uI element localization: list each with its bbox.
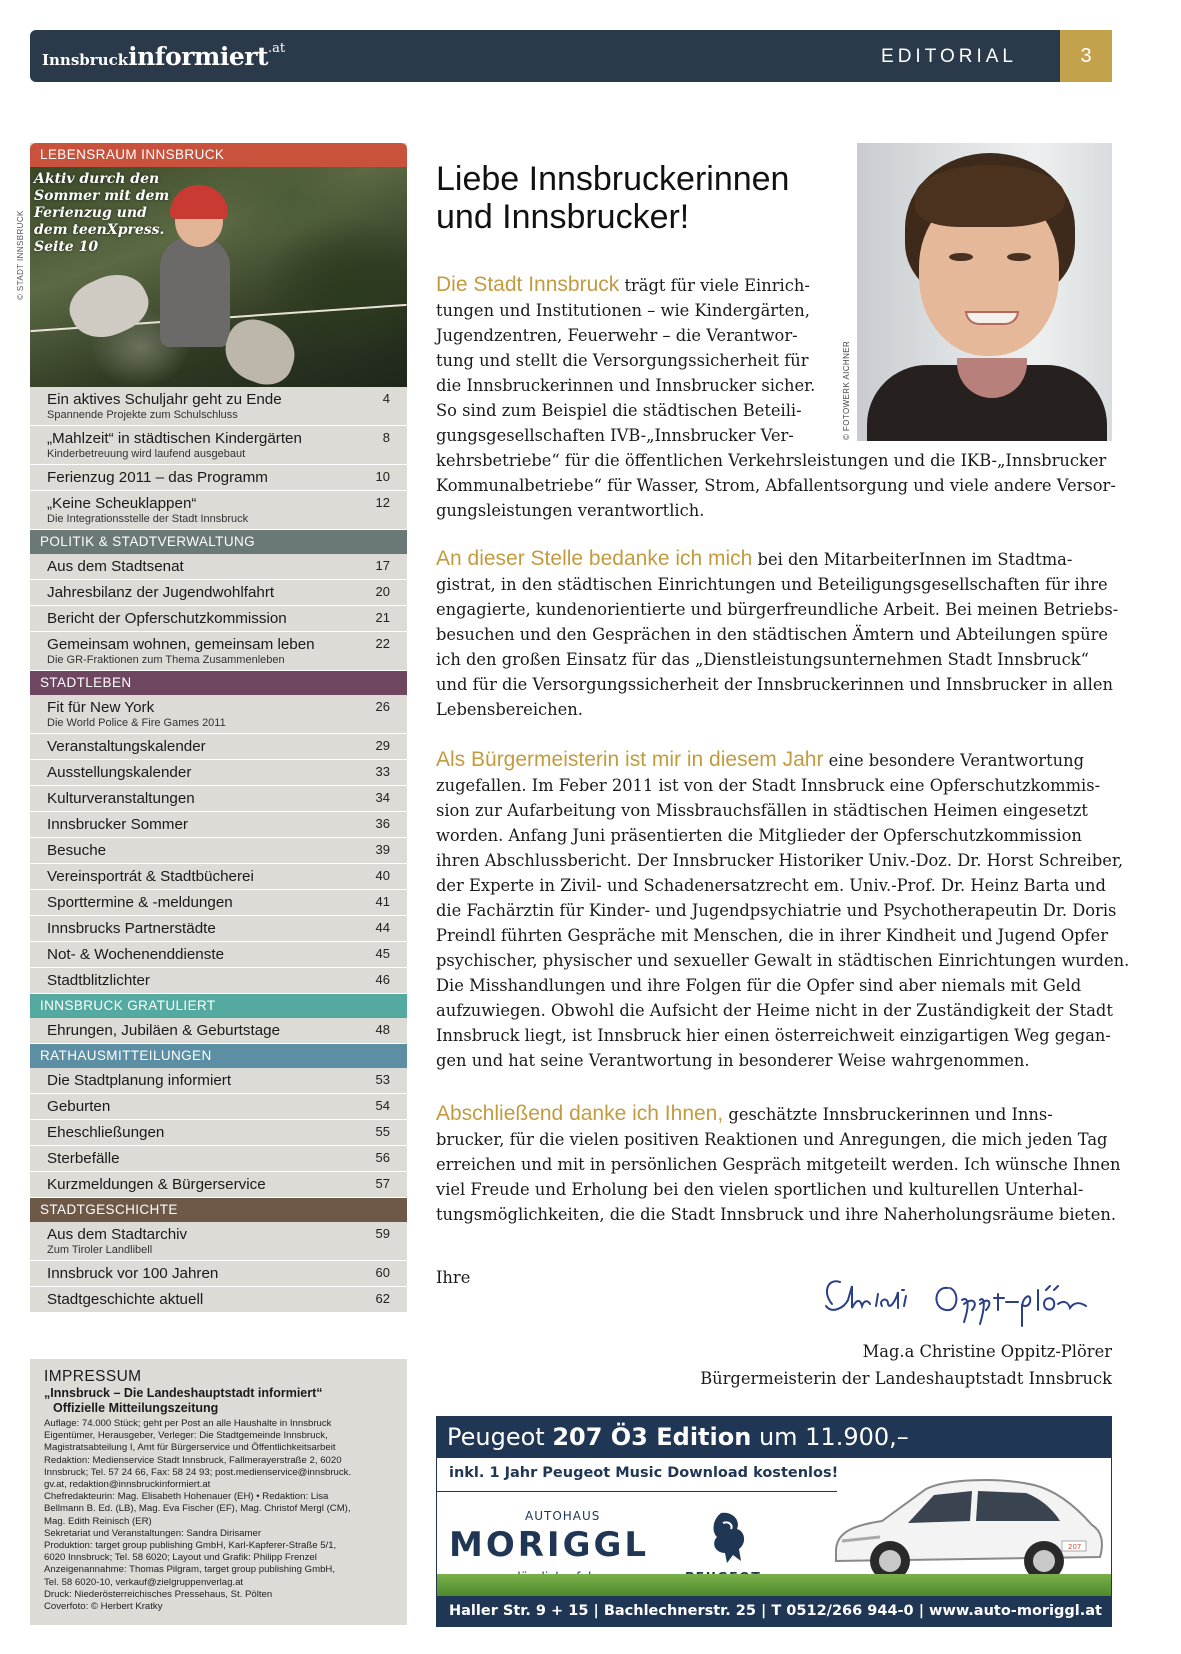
toc-entry <box>30 1094 407 1120</box>
section-title: EDITORIAL <box>881 46 1017 67</box>
caption-line: Seite 10 <box>34 239 99 255</box>
toc-entry-title: Vereinsportrát & Stadtbücherei <box>47 868 254 885</box>
headline-line: und Innsbrucker! <box>436 198 690 236</box>
photo-helmet <box>170 185 228 219</box>
toc-entry-page: 39 <box>375 842 390 857</box>
paragraph-line: brucker, für die vielen positiven Reaktionen und Anregungen, die mich jeden Tag <box>436 1130 1108 1149</box>
caption-line: Aktiv durch den <box>34 171 160 187</box>
toc-entry <box>30 1068 407 1094</box>
toc-entry-page: 45 <box>375 946 390 961</box>
impressum-line: Redaktion: Medienservice Stadt Innsbruck, Fallmerayerstraße 2, 6020 <box>44 1454 342 1466</box>
impressum-line: Mag. Edith Reinisch (ER) <box>44 1515 152 1527</box>
paragraph-line: tungsmöglichkeiten, die die Stadt Innsbruck und ihre Naherholungsräume bieten. <box>436 1205 1117 1224</box>
ad-offer-pre: Peugeot <box>447 1423 553 1451</box>
toc-entry-page: 62 <box>375 1291 390 1306</box>
paragraph-line: aufzuwiegen. Obwohl die Aufsicht der Heime nicht in der Zuständigkeit der Stadt <box>436 1001 1113 1020</box>
ad-offer-price: um 11.900,– <box>751 1423 909 1451</box>
cover-photo-caption <box>34 171 169 256</box>
toc-entry-page: 55 <box>375 1124 390 1139</box>
paragraph-line: psychischer, physischer und sexueller Gewalt in städtischen Einrichtungen wurden. <box>436 951 1130 970</box>
ad-autohaus: AUTOHAUS <box>525 1509 601 1523</box>
toc-entry-page: 40 <box>375 868 390 883</box>
car-badge: 207 <box>1068 1543 1082 1551</box>
toc-entry-title: Aus dem Stadtarchiv <box>47 1226 188 1243</box>
toc-entry <box>30 465 407 491</box>
toc-entry-subtitle: Die World Police & Fire Games 2011 <box>47 717 226 729</box>
toc-entry-page: 22 <box>375 636 390 651</box>
paragraph-line: engagierte, kundenorientierte und bürgerfreundliche Arbeit. Bei meinen Betriebs- <box>436 600 1119 619</box>
logo-small: Innsbruck <box>42 51 129 69</box>
paragraph-line: viel Freude und Erholung bei den vielen sportlichen und kulturellen Unterhal- <box>436 1180 1084 1199</box>
impressum-lines <box>44 1418 395 1613</box>
portrait-credit: © FOTOWERK AICHNER <box>842 340 851 440</box>
toc-entry-title: Innsbrucker Sommer <box>47 816 188 833</box>
signer-title: Bürgermeisterin der Landeshauptstadt Innsbruck <box>700 1369 1112 1388</box>
toc-entry <box>30 838 407 864</box>
portrait-eye <box>949 253 973 261</box>
paragraph-line <box>436 546 1118 572</box>
cover-photo <box>30 167 407 387</box>
greeting: Ihre <box>436 1268 471 1287</box>
impressum-title: IMPRESSUM <box>44 1368 142 1385</box>
toc-entry <box>30 491 407 530</box>
toc-entry <box>30 734 407 760</box>
toc-entry-title: Stadtblitzlichter <box>47 972 150 989</box>
toc-section-header: INNSBRUCK GRATULIERT <box>30 994 407 1018</box>
toc-entry-page: 21 <box>375 610 390 625</box>
paragraph-lead: Als Bürgermeisterin ist mir in diesem Jahr <box>436 748 824 771</box>
toc-entry-title: Aus dem Stadtsenat <box>47 558 184 575</box>
toc-entry-title: Geburten <box>47 1098 111 1115</box>
signature-image <box>818 1270 1108 1330</box>
editorial-paragraph <box>436 272 1116 523</box>
toc-entry-page: 12 <box>375 495 390 510</box>
toc-entry-page: 46 <box>375 972 390 987</box>
paragraph-line: Preindl führten Gespräche mit Menschen, die in ihrer Kindheit und Jugend Opfer <box>436 926 1109 945</box>
toc-entry <box>30 695 407 734</box>
toc-entry-title: Innsbrucks Partnerstädte <box>47 920 216 937</box>
paragraph-line: Kommunalbetriebe“ für Wasser, Strom, Abfallentsorgung und viele andere Versor- <box>436 476 1116 495</box>
toc-entry <box>30 1261 407 1287</box>
paragraph-first: eine besondere Verantwortung <box>828 751 1085 770</box>
toc-entry-page: 20 <box>375 584 390 599</box>
toc-entry-title: Besuche <box>47 842 107 859</box>
paragraph-first: geschätzte Innsbruckerinnen und Inns- <box>728 1105 1053 1124</box>
toc-entry-page: 26 <box>375 699 390 714</box>
headline-line: Liebe Innsbruckerinnen <box>436 160 790 198</box>
logo-big: informiert <box>128 42 268 71</box>
toc-entry-page: 44 <box>375 920 390 935</box>
toc-entry <box>30 1222 407 1261</box>
paragraph-line <box>436 272 1116 298</box>
impressum <box>30 1359 407 1625</box>
editorial-paragraph <box>436 747 1129 1073</box>
toc-entry-title: Jahresbilanz der Jugendwohlfahrt <box>47 584 275 601</box>
paragraph-line: der Experte in Zivil- und Schadenersatzrecht em. Univ.-Prof. Dr. Heinz Barta und <box>436 876 1106 895</box>
paragraph-line: und für die Versorgungssicherheit der Innsbruckerinnen und Innsbrucker in allen <box>436 675 1113 694</box>
toc-section-header: POLITIK & STADTVERWALTUNG <box>30 530 407 554</box>
paragraph-line: die Innsbruckerinnen und Innsbrucker sicher. <box>436 376 816 395</box>
impressum-line: Auflage: 74.000 Stück; geht per Post an alle Haushalte in Innsbruck <box>44 1418 332 1429</box>
portrait-eye <box>1007 253 1031 261</box>
paragraph-line: So sind zum Beispiel die städtischen Beteili- <box>436 401 802 420</box>
paragraph-line: gistrat, in den städtischen Einrichtungen und Beteiligungsgesellschaften für ihre <box>436 575 1108 594</box>
editorial-paragraph <box>436 1101 1120 1227</box>
toc-entry <box>30 968 407 994</box>
toc-entry-page: 53 <box>375 1072 390 1087</box>
toc-entry-title: Fit für New York <box>47 699 155 716</box>
toc-entry-page: 29 <box>375 738 390 753</box>
toc-entry-title: Eheschließungen <box>47 1124 165 1141</box>
toc-entry <box>30 632 407 671</box>
toc-entry-title: Kulturveranstaltungen <box>47 790 195 807</box>
paragraph-line: tung und stellt die Versorgungssicherheit für <box>436 351 809 370</box>
toc-entry-title: „Mahlzeit“ in städtischen Kindergärten <box>47 430 302 447</box>
paragraph-first: trägt für viele Einrich- <box>624 276 810 295</box>
toc-entry-page: 33 <box>375 764 390 779</box>
impressum-line: Eigentümer, Herausgeber, Verleger: Die Stadtgemeinde Innsbruck, <box>44 1430 328 1442</box>
ad-offer-model: 207 Ö3 Edition <box>552 1423 752 1451</box>
toc-entry-title: Die Stadtplanung informiert <box>47 1072 232 1089</box>
toc-entry-page: 41 <box>375 894 390 909</box>
impressum-line: gv.at, redaktion@innsbruckinformiert.at <box>44 1479 211 1491</box>
paragraph-line <box>436 747 1129 773</box>
paragraph-line: Jugendzentren, Feuerwehr – die Verantwor- <box>436 326 798 345</box>
toc-entry <box>30 387 407 426</box>
impressum-line: Coverfoto: © Herbert Kratky <box>44 1601 163 1613</box>
toc-entry-page: 34 <box>375 790 390 805</box>
signer-name: Mag.a Christine Oppitz-Plörer <box>862 1342 1112 1361</box>
paragraph-line: besuchen und den Gesprächen in den städtischen Ämtern und Abteilungen spüre <box>436 625 1109 644</box>
peugeot-lion-icon <box>707 1509 751 1565</box>
toc-entry <box>30 1287 407 1313</box>
magazine-logo <box>42 42 285 71</box>
toc-entry-title: Ehrungen, Jubiläen & Geburtstage <box>47 1022 281 1039</box>
toc-entry-title: Not- & Wochenenddienste <box>47 946 225 963</box>
toc-entry-subtitle: Zum Tiroler Landlibell <box>47 1244 153 1256</box>
toc-section-header: STADTLEBEN <box>30 671 407 695</box>
toc-entry <box>30 786 407 812</box>
toc-entry-subtitle: Die Integrationsstelle der Stadt Innsbruck <box>47 513 249 525</box>
toc-entry-page: 36 <box>375 816 390 831</box>
paragraph-line: sion zur Aufarbeitung von Missbrauchsfällen in städtischen Heimen eingesetzt <box>436 801 1088 820</box>
paragraph-line: gungsleistungen verantwortlich. <box>436 501 705 520</box>
ad-grass <box>437 1574 1112 1596</box>
logo-sup: .at <box>267 41 286 56</box>
paragraph-lead: An dieser Stelle bedanke ich mich <box>436 547 753 570</box>
toc-entry-title: Ein aktives Schuljahr geht zu Ende <box>47 391 282 408</box>
editorial-paragraph <box>436 546 1118 722</box>
ad-subline: inkl. 1 Jahr Peugeot Music Download kostenlos! <box>449 1465 839 1481</box>
toc-entry <box>30 606 407 632</box>
impressum-line: Anzeigenannahme: Thomas Pilgram, target group publishing GmbH, <box>44 1564 335 1576</box>
paragraph-line: Innsbruck liegt, ist Innsbruck hier einen österreichweit einzigartigen Weg gegan- <box>436 1026 1111 1045</box>
car-image <box>822 1467 1107 1587</box>
ad-divider <box>437 1491 837 1492</box>
toc-entry-page: 4 <box>382 391 390 406</box>
impressum-line: Bellmann B. Ed. (LB), Mag. Eva Fischer (EF), Mag. Christof Mergl (CM), <box>44 1503 351 1515</box>
toc-section-header: LEBENSRAUM INNSBRUCK <box>30 143 407 167</box>
paragraph-line: kehrsbetriebe“ für die öffentlichen Verkehrsleistungen und die IKB-„Innsbrucker <box>436 451 1107 470</box>
photo-child-body <box>160 237 230 347</box>
page-number: 3 <box>1060 30 1112 82</box>
toc-section-header: STADTGESCHICHTE <box>30 1198 407 1222</box>
ad-offer-banner <box>437 1417 1111 1458</box>
caption-line: Sommer mit dem <box>34 188 170 204</box>
toc-entry <box>30 1172 407 1198</box>
editorial-headline <box>436 160 789 236</box>
toc-entry-page: 60 <box>375 1265 390 1280</box>
paragraph-line: ihren Abschlussbericht. Der Innsbrucker Historiker Univ.-Doz. Dr. Horst Schreiber, <box>436 851 1124 870</box>
paragraph-lead: Die Stadt Innsbruck <box>436 273 620 296</box>
caption-line: Ferienzug und <box>34 205 147 221</box>
toc-entry-subtitle: Die GR-Fraktionen zum Thema Zusammenleben <box>47 654 285 666</box>
toc-entry-title: Veranstaltungskalender <box>47 738 206 755</box>
toc-entry-page: 8 <box>382 430 390 445</box>
photo-shoe <box>61 263 156 349</box>
impressum-publication: „Innsbruck – Die Landeshauptstadt informiert“ <box>44 1386 323 1400</box>
toc-entry-subtitle: Spannende Projekte zum Schulschluss <box>47 409 238 421</box>
toc-entry-title: Innsbruck vor 100 Jahren <box>47 1265 219 1282</box>
paragraph-first: bei den MitarbeiterInnen im Stadtma- <box>757 550 1073 569</box>
toc-entry-subtitle: Kinderbetreuung wird laufend ausgebaut <box>47 448 246 460</box>
impressum-line: Druck: Niederösterreichisches Pressehaus, St. Pölten <box>44 1588 273 1600</box>
toc-entry <box>30 942 407 968</box>
toc-entry-title: Gemeinsam wohnen, gemeinsam leben <box>47 636 315 653</box>
toc-entry <box>30 1120 407 1146</box>
toc-entry-title: Ferienzug 2011 – das Programm <box>47 469 268 486</box>
toc-entry-page: 57 <box>375 1176 390 1191</box>
dealer-logo: MORIGGL <box>449 1525 650 1565</box>
paragraph-line: gen und hat seine Verantwortung in besonderer Weise wahrgenommen. <box>436 1051 1030 1070</box>
paragraph-line: erreichen und mit in persönlichen Gespräch mitgeteilt werden. Ich wünsche Ihnen <box>436 1155 1121 1174</box>
toc-entry-title: Bericht der Opferschutzkommission <box>47 610 287 627</box>
toc-entry-title: Sporttermine & -meldungen <box>47 894 233 911</box>
toc-entry-page: 56 <box>375 1150 390 1165</box>
paragraph-line: ich den großen Einsatz für das „Dienstleistungsunternehmen Stadt Innsbruck“ <box>436 650 1089 669</box>
paragraph-line <box>436 1101 1120 1127</box>
car-advertisement <box>436 1416 1112 1627</box>
toc-entry-title: „Keine Scheuklappen“ <box>47 495 197 512</box>
toc-entry-title: Stadtgeschichte aktuell <box>47 1291 204 1308</box>
toc-entry-page: 54 <box>375 1098 390 1113</box>
paragraph-line: zugefallen. Im Feber 2011 ist von der Stadt Innsbruck eine Opferschutzkommis- <box>436 776 1101 795</box>
toc-entry <box>30 554 407 580</box>
impressum-line: Tel. 58 6020-10, verkauf@zielgruppenverlag.at <box>44 1576 244 1588</box>
toc-entry-page: 17 <box>375 558 390 573</box>
cover-photo-credit: © STADT INNSBRUCK <box>16 210 25 300</box>
table-of-contents <box>30 143 407 1313</box>
paragraph-line: Lebensbereichen. <box>436 700 583 719</box>
toc-entry <box>30 890 407 916</box>
toc-entry-title: Ausstellungskalender <box>47 764 192 781</box>
paragraph-lead: Abschließend danke ich Ihnen, <box>436 1102 724 1125</box>
toc-entry-page: 48 <box>375 1022 390 1037</box>
dealer-contact: Haller Str. 9 + 15 | Bachlechnerstr. 25 | T 0512/266 944-0 | www.auto-moriggl.at <box>437 1596 1112 1626</box>
page-header <box>30 30 1112 82</box>
paragraph-line: worden. Anfang Juni präsentierten die Mitglieder der Opferschutzkommission <box>436 826 1082 845</box>
impressum-line: Innsbruck; Tel. 57 24 66, Fax: 58 24 93; post.medienservice@innsbruck. <box>44 1466 352 1478</box>
paragraph-line: gungsgesellschaften IVB-„Innsbrucker Ver- <box>436 426 794 445</box>
toc-entry-page: 10 <box>375 469 390 484</box>
paragraph-line: die Fachärztin für Kinder- und Jugendpsychiatrie und Psychotherapeutin Dr. Doris <box>436 901 1117 920</box>
toc-entry-title: Sterbefälle <box>47 1150 120 1167</box>
impressum-line: Chefredakteurin: Mag. Elisabeth Hohenauer (EH) • Redaktion: Lisa <box>44 1491 329 1503</box>
toc-entry <box>30 1018 407 1044</box>
toc-entry <box>30 760 407 786</box>
toc-entry <box>30 864 407 890</box>
portrait-fringe <box>915 165 1065 227</box>
impressum-line: Sekretariat und Veranstaltungen: Sandra Dirisamer <box>44 1527 262 1539</box>
toc-entry-page: 59 <box>375 1226 390 1241</box>
toc-entry <box>30 1146 407 1172</box>
toc-entry <box>30 580 407 606</box>
toc-entry <box>30 812 407 838</box>
impressum-subtitle: Offizielle Mitteilungszeitung <box>53 1401 219 1415</box>
impressum-line: 6020 Innsbruck; Tel. 58 6020; Layout und Grafik: Philipp Frenzel <box>44 1552 317 1564</box>
toc-section-header: RATHAUSMITTEILUNGEN <box>30 1044 407 1068</box>
paragraph-line: tungen und Institutionen – wie Kindergärten, <box>436 301 810 320</box>
toc-entry <box>30 426 407 465</box>
toc-entry-title: Kurzmeldungen & Bürgerservice <box>47 1176 266 1193</box>
caption-line: dem teenXpress. <box>34 222 165 238</box>
paragraph-line: Die Misshandlungen und ihre Folgen für die Opfer sind aber niemals mit Geld <box>436 976 1082 995</box>
impressum-line: Produktion: target group publishing GmbH, Karl-Kapferer-Straße 5/1, <box>44 1540 337 1552</box>
toc-entry <box>30 916 407 942</box>
impressum-line: Magistratsabteilung I, Amt für Bürgerservice und Öffentlichkeitsarbeit <box>44 1442 336 1454</box>
